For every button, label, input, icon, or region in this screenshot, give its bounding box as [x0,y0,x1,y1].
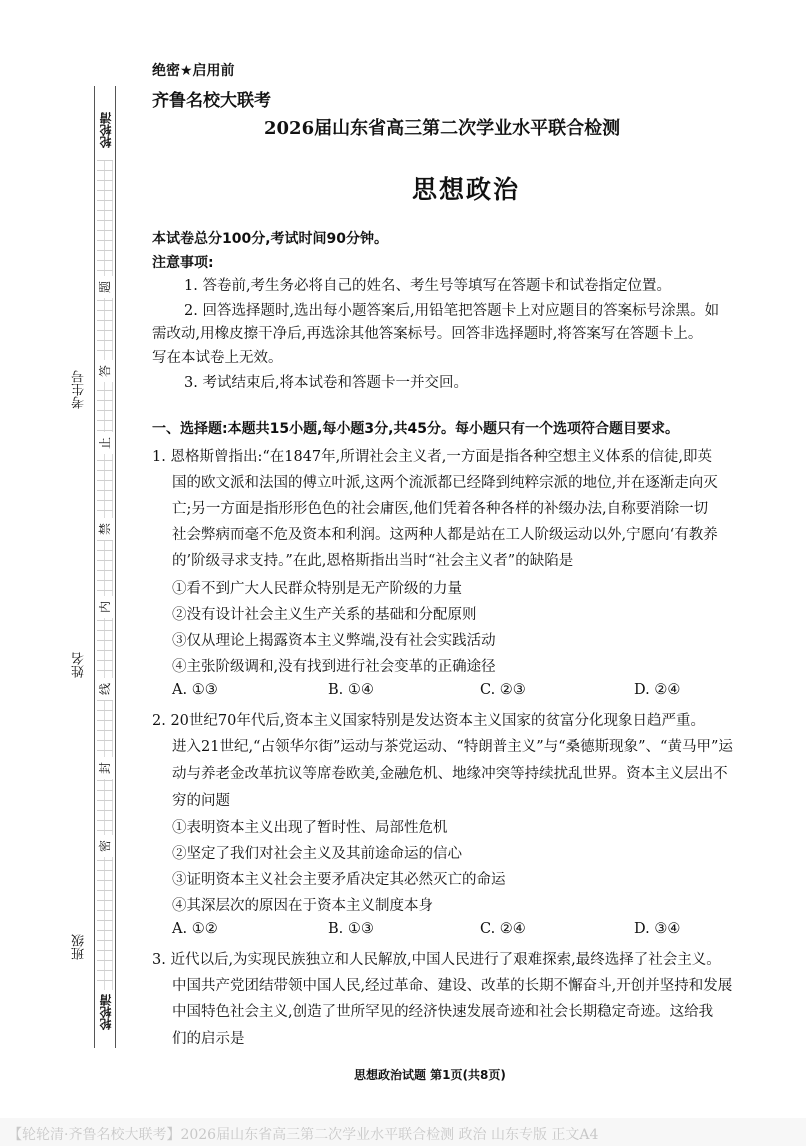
statement: ④其深层次的原因在于资本主义制度本身 [172,898,433,914]
class-label: 班级 [72,934,87,960]
statement: ②坚定了我们对社会主义及其前途命运的信心 [172,846,462,862]
option-c: C. ②③ [480,682,526,698]
statement: ③证明资本主义社会主要矛盾决定其必然灭亡的命运 [172,872,506,888]
note-line: 写在本试卷上无效。 [152,350,283,366]
option-a: A. ①② [172,921,218,937]
question-stem-line: 动与养老金改革抗议等席卷欧美,金融危机、地缘冲突等持续扰乱世界。资本主义层出不 [172,766,728,782]
seal-char-mi: 密 [95,835,115,857]
note-line: 3. 考试结束后,将本试卷和答题卡一并交回。 [184,375,469,391]
page-footer: 思想政治试题 第1页(共8页) [354,1068,506,1082]
question-stem-line: 亡;另一方面是指形形色色的社会庸医,他们凭着各种各样的补缀办法,自称要消除一切 [172,501,709,517]
strip-brand-bottom: 轮轮清 [95,994,115,1042]
statement: ④主张阶级调和,没有找到进行社会变革的正确途径 [172,659,496,675]
question-stem-line: 社会弊病而毫不危及资本和利润。这两种人都是站在工人阶级运动以外,宁愿向‘有教养 [172,527,718,543]
question-stem-line: 中国特色社会主义,创造了世所罕见的经济快速发展奇迹和社会长期稳定奇迹。这给我 [172,1004,714,1020]
option-d: D. ③④ [634,921,681,937]
exam-title: 2026届山东省高三第二次学业水平联合检测 [264,118,621,139]
statement: ①表明资本主义出现了暂时性、局部性危机 [172,820,448,836]
question-stem-line: 2. 20世纪70年代后,资本主义国家特别是发达资本主义国家的贫富分化现象日趋严重。 [152,713,705,729]
seal-char-zhi: 止 [95,432,115,454]
question-stem-line: 们的启示是 [172,1031,245,1047]
seal-char-da: 答 [95,360,115,382]
seal-char-nei: 内 [95,596,115,618]
candidate-number-label: 考生号 [72,370,87,409]
option-a: A. ①③ [172,682,218,698]
notes-title: 注意事项: [152,255,214,271]
watermark-footer-bar [0,1118,806,1146]
question-stem-line: 1. 恩格斯曾指出:“在1847年,所谓社会主义者,一方面是指各种空想主义体系的信徒,即英 [152,449,712,465]
option-b: B. ①④ [328,682,374,698]
option-c: C. ②④ [480,921,526,937]
section-title: 一、选择题:本题共15小题,每小题3分,共45分。每小题只有一个选项符合题目要求。 [152,421,679,437]
question-stem-line: 国的欧文派和法国的傅立叶派,这两个流派都已经降到纯粹宗派的地位,并在逐渐走向灭 [172,475,718,491]
seal-char-xian: 线 [95,678,115,700]
note-line: 需改动,用橡皮擦干净后,再选涂其他答案标号。回答非选择题时,将答案写在答题卡上。 [152,326,703,342]
alliance-name: 齐鲁名校大联考 [152,91,271,111]
option-b: B. ①③ [328,921,374,937]
question-stem-line: 穷的问题 [172,793,230,809]
statement: ③仅从理论上揭露资本主义弊端,没有社会实践活动 [172,633,496,649]
confidential-mark: 绝密★启用前 [152,63,235,79]
seal-char-feng: 封 [95,757,115,779]
score-time-info: 本试卷总分100分,考试时间90分钟。 [152,231,389,247]
seal-char-ti: 题 [95,276,115,298]
statement: ①看不到广大人民群众特别是无产阶级的力量 [172,581,462,597]
question-stem-line: 中国共产党团结带领中国人民,经过革命、建设、改革的长期不懈奋斗,开创并坚持和发展 [172,978,733,994]
subject-title: 思想政治 [412,175,521,204]
note-line: 2. 回答选择题时,选出每小题答案后,用铅笔把答题卡上对应题目的答案标号涂黑。如 [184,303,720,319]
question-stem-line: 进入21世纪,“占领华尔街”运动与茶党运动、“特朗普主义”与“桑德斯现象”、“黄马甲”运 [172,739,733,755]
seal-char-jin: 禁 [95,518,115,540]
question-stem-line: 3. 近代以后,为实现民族独立和人民解放,中国人民进行了艰难探索,最终选择了社会主义。 [152,952,721,968]
strip-brand-top: 轮轮清 [95,112,115,160]
statement: ②没有设计社会主义生产关系的基础和分配原则 [172,607,477,623]
watermark-footer-text: 【轮轮清·齐鲁名校大联考】2026届山东省高三第二次学业水平联合检测 政治 山东专版 正文A4 [8,1127,599,1143]
name-label: 姓名 [72,652,87,678]
question-stem-line: 的’阶级寻求支持。”在此,恩格斯指出当时“社会主义者”的缺陷是 [172,553,574,569]
option-d: D. ②④ [634,682,681,698]
note-line: 1. 答卷前,考生务必将自己的姓名、考生号等填写在答题卡和试卷指定位置。 [184,278,672,294]
